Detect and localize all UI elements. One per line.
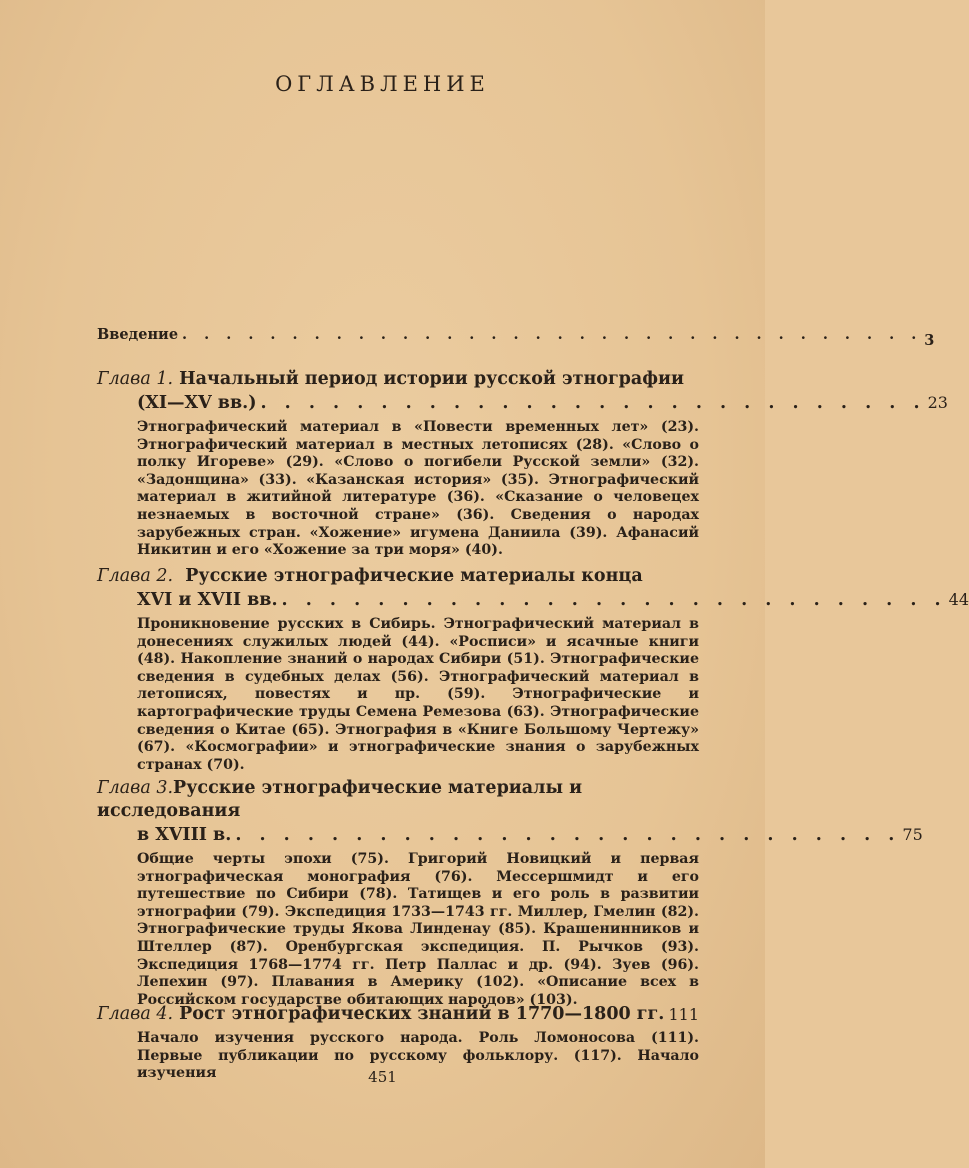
chapter-title-line2: в XVIII в. [137, 825, 232, 845]
page-title: ОГЛАВЛЕНИЕ [275, 72, 490, 96]
chapter-page: 75 [902, 825, 923, 844]
chapter-title [97, 1003, 699, 1026]
toc-entry-intro [97, 326, 935, 349]
chapter-title-row2 [97, 588, 969, 612]
chapter-title [97, 777, 699, 823]
chapter-description: Начало изучения русского народа. Роль Ломоносова (111). Первые публикации по русскому фольклору. (117). Начало изучения [137, 1030, 699, 1082]
chapter-description: Общие черты эпохи (75). Григорий Новицкий и первая этнографическая монография (76). Мессершмидт и его путешествие по Сибири (78). Татищев и его роль в развитии этнографии (79). Экспедиция 1733—1743 гг. Миллер, Гмелин (82). Этнографические труды Якова Линденау (85). Крашенинников и Штеллер (87). Оренбургская экспедиция. П. Рычков (93). Экспедиция 1768—1774 гг. Петр Паллас и др. (94). Зуев (96). Лепехин (97). Плавания в Америку (102). «Описание всех в Российском государстве обитающих народов» (103). [137, 851, 699, 1008]
chapter-title [97, 565, 699, 588]
chapter-description: Этнографический материал в «Повести временных лет» (23). Этнографический материал в местных летописях (28). «Слово о полку Игореве» (29). «Слово о погибели Русской земли» (32). «Задонщина» (33). «Казанская история» (35). Этнографический материал в житийной литературе (36). «Сказание о человецех незнаемых в восточной стране» (36). Сведения о народах зарубежных стран. «Хожение» игумена Даниила (39). Афанасий Никитин и его «Хожение за три моря» (40). [137, 419, 699, 559]
intro-page: 3 [924, 332, 935, 349]
leader-dots: . . . . . . . . . . . . . . . . . . . . . . . . . . . . [235, 825, 901, 845]
page-number: 451 [368, 1068, 397, 1086]
chapter-title [97, 368, 699, 391]
chapter-description: Проникновение русских в Сибирь. Этнографический материал в донесениях служилых людей (44). «Росписи» и ясачные книги (48). Накопление знаний о народах Сибири (51). Этнографические сведения в судебных делах (56). Этнографический материал в летописях, повестях и пр. (59). Этнографические и картографические труды Семена Ремезова (63). Этнографические сведения о Китае (65). Этнография в «Книге Большому Чертежу» (67). «Космографии» и этнографические знания о зарубежных странах (70). [137, 616, 699, 773]
toc-entry-chapter-1 [97, 368, 948, 560]
chapter-title-row2 [97, 391, 948, 415]
chapter-title-line1: Русские этнографические материалы конца [185, 566, 643, 586]
chapter-number: Глава 1. [97, 369, 174, 389]
chapter-page: 23 [927, 393, 948, 412]
chapter-title-line2: (XI—XV вв.) [137, 393, 257, 413]
intro-label: Введение [97, 326, 179, 343]
chapter-title-line1: Начальный период истории русской этнографии [179, 369, 684, 389]
leader-dots: . . . . . . . . . . . . . . . . . . . . . . . . . . . . [281, 590, 947, 610]
chapter-page: 111 [668, 1005, 699, 1024]
chapter-number: Глава 4. [97, 1004, 174, 1024]
chapter-title-line1: Русские этнографические материалы и исследования [97, 778, 583, 821]
chapter-number: Глава 2. [97, 566, 174, 586]
leader-dots: . . . . . . . . . . . . . . . . . . . . . . . . . . . . . . . . . . [182, 326, 923, 343]
chapter-title-row2 [97, 823, 923, 847]
toc-entry-chapter-2 [97, 565, 969, 774]
leader-dots: . . . . . . . . . . . . . . . . . . . . . . . . . . . . [260, 393, 926, 413]
chapter-title-line2: XVI и XVII вв. [137, 590, 278, 610]
toc-entry-chapter-3 [97, 777, 923, 1009]
chapter-page: 44 [948, 590, 969, 609]
chapter-number: Глава 3. [97, 778, 174, 798]
chapter-title-line1: Рост этнографических знаний в 1770—1800 гг. [179, 1004, 665, 1024]
